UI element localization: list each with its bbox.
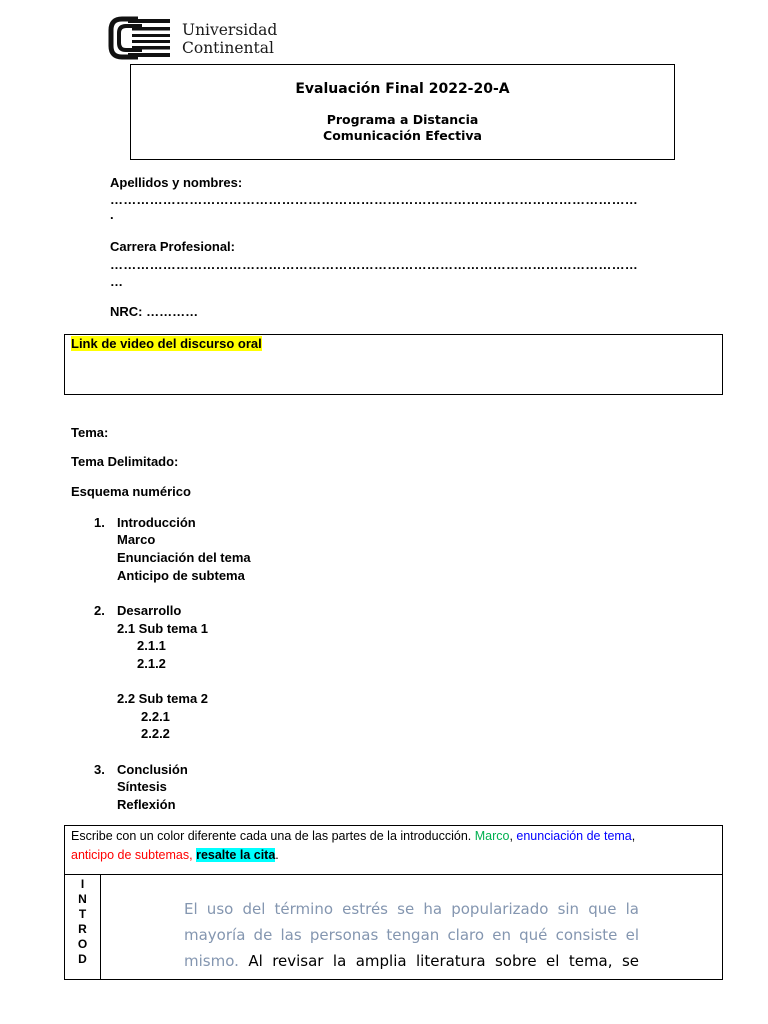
university-logo	[108, 16, 284, 62]
outline-item: Anticipo de subtema	[117, 568, 245, 583]
subtopic-title: 2.1 Sub tema 1	[117, 621, 209, 636]
legend-separator: ,	[631, 829, 636, 843]
name-dots-tail: .	[110, 207, 114, 222]
nrc-label: NRC: …………	[110, 304, 199, 319]
side-letter: I	[80, 877, 85, 891]
logo-line2: Continental	[182, 39, 274, 57]
tema-delimitado-label: Tema Delimitado:	[71, 454, 179, 469]
name-label: Apellidos y nombres:	[110, 175, 243, 190]
legend-period: .	[275, 848, 279, 862]
program-name: Programa a Distancia	[326, 112, 479, 127]
side-letter: D	[78, 952, 87, 966]
career-dots-tail: …	[110, 274, 123, 289]
intro-side-label	[65, 875, 101, 980]
subtopic-item: 2.2.2	[141, 726, 170, 741]
side-letter: T	[78, 907, 87, 921]
side-letter: O	[77, 937, 88, 951]
intro-line: El uso del término estrés se ha popularizado sin que la	[184, 900, 639, 918]
legend-separator: ,	[509, 829, 517, 843]
instruction-text: Escribe con un color diferente cada una de las partes de la introducción.	[71, 829, 475, 843]
section-title: Conclusión	[117, 762, 188, 777]
cita-legend: resalte la cita	[196, 848, 276, 862]
side-letter: N	[78, 892, 87, 906]
anticipo-legend: anticipo de subtemas,	[71, 848, 197, 862]
subtopic-item: 2.2.1	[141, 709, 170, 724]
name-dots[interactable]: …………………………………………………………………………………………………………	[110, 192, 638, 207]
outline-item: Enunciación del tema	[117, 550, 251, 565]
subtopic-title: 2.2 Sub tema 2	[117, 691, 209, 706]
instruction-cell	[65, 826, 722, 875]
career-label: Carrera Profesional:	[110, 239, 235, 254]
subtopic-item: 2.1.2	[137, 656, 166, 671]
exam-title: Evaluación Final 2022-20-A	[295, 81, 510, 97]
intro-line	[184, 948, 639, 974]
logo-line1: Universidad	[182, 21, 278, 39]
tema-label: Tema:	[71, 425, 109, 440]
esquema-label: Esquema numérico	[71, 484, 191, 499]
section-title: Introducción	[117, 515, 196, 530]
outline-item: Síntesis	[117, 779, 167, 794]
enunciacion-legend: enunciación de tema	[516, 829, 632, 843]
section-number: 1.	[94, 515, 105, 530]
course-name: Comunicación Efectiva	[323, 128, 482, 143]
career-dots[interactable]: …………………………………………………………………………………………………………	[110, 257, 638, 272]
subtopic-item: 2.1.1	[137, 638, 166, 653]
section-title: Desarrollo	[117, 603, 182, 618]
marco-legend: Marco	[474, 829, 510, 843]
outline-item: Marco	[117, 532, 156, 547]
section-number: 2.	[94, 603, 105, 618]
outline-item: Reflexión	[117, 797, 176, 812]
side-letter: R	[78, 922, 87, 936]
title-box	[130, 64, 675, 160]
intro-line: mayoría de las personas tengan claro en qué consiste el	[184, 926, 639, 944]
introduction-table	[64, 825, 723, 980]
video-link-label: Link de video del discurso oral	[71, 336, 262, 351]
continental-logo-icon	[108, 16, 172, 60]
video-link-box[interactable]	[64, 334, 723, 395]
section-number: 3.	[94, 762, 105, 777]
intro-continuation: Al revisar la amplia literatura sobre el tema, se	[238, 952, 639, 970]
introduction-text[interactable]	[184, 896, 639, 974]
intro-marco-end: mismo.	[184, 952, 239, 970]
